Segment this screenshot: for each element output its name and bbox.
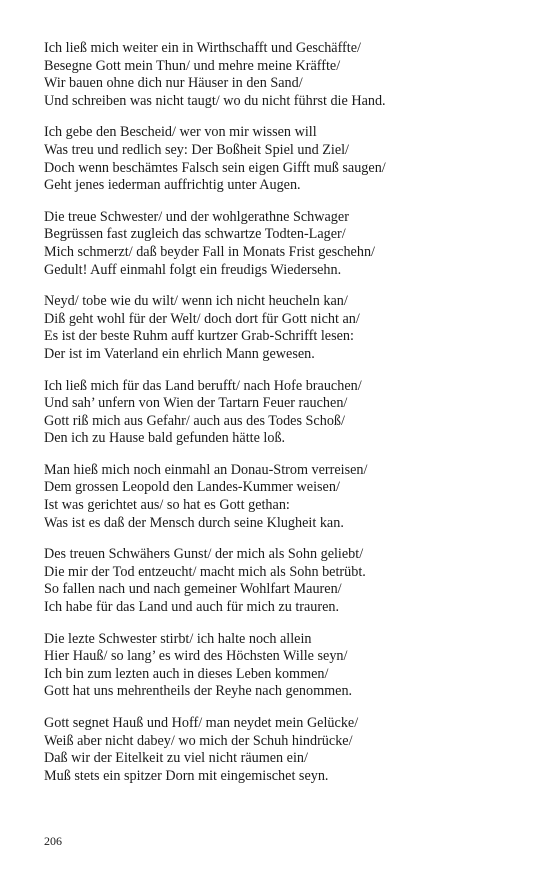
poem-line: Was ist es daß der Mensch durch seine Klugheit kan. (44, 514, 344, 531)
stanza-4 (44, 293, 514, 363)
poem-line: Muß stets ein spitzer Dorn mit eingemischet seyn. (44, 767, 329, 784)
stanza-1 (44, 40, 514, 110)
poem-line: Daß wir der Eitelkeit zu viel nicht räumen ein/ (44, 750, 308, 767)
poem-line: So fallen nach und nach gemeiner Wohlfart Mauren/ (44, 581, 342, 598)
poem-line: Der ist im Vaterland ein ehrlich Mann gewesen. (44, 345, 315, 362)
poem-line: Wir bauen ohne dich nur Häuser in den Sand/ (44, 75, 303, 92)
poem-line: Ich ließ mich weiter ein in Wirthschafft und Geschäffte/ (44, 40, 361, 56)
poem-line: Doch wenn beschämtes Falsch sein eigen Gifft muß saugen/ (44, 159, 386, 176)
poem-line: Diß geht wohl für der Welt/ doch dort für Gott nicht an/ (44, 310, 360, 327)
poem-line: Und sah’ unfern von Wien der Tartarn Feuer rauchen/ (44, 395, 348, 412)
poem-line: Gedult! Auff einmahl folgt ein freudigs Wiedersehn. (44, 261, 342, 278)
stanza-2 (44, 124, 514, 194)
poem-line: Es ist der beste Ruhm auff kurtzer Grab-Schrifft lesen: (44, 328, 354, 345)
poem-line: Und schreiben was nicht taugt/ wo du nicht führst die Hand. (44, 92, 386, 109)
stanza-3 (44, 209, 514, 279)
poem-line: Geht jenes iederman auffrichtig unter Augen. (44, 177, 301, 194)
poem-line: Den ich zu Hause bald gefunden hätte loß. (44, 430, 286, 447)
poem-line: Die treue Schwester/ und der wohlgerathne Schwager (44, 208, 349, 225)
poem-line: Gott riß mich aus Gefahr/ auch aus des Todes Schoß/ (44, 412, 345, 429)
poem-line: Was treu und redlich sey: Der Boßheit Spiel und Ziel/ (44, 141, 350, 158)
poem-line: Des treuen Schwähers Gunst/ der mich als Sohn geliebt/ (44, 546, 364, 563)
poem-line: Mich schmerzt/ daß beyder Fall in Monats Frist geschehn/ (44, 243, 375, 260)
page-number: 206 (44, 834, 62, 848)
poem-line: Die mir der Tod entzeucht/ macht mich als Sohn betrübt. (44, 563, 366, 580)
poem-line: Weiß aber nicht dabey/ wo mich der Schuh hindrücke/ (44, 732, 353, 749)
poem-line: Begrüssen fast zugleich das schwartze Todten-Lager/ (44, 226, 346, 243)
poem-line: Ich habe für das Land und auch für mich zu trauren. (44, 599, 340, 616)
poem-body (44, 40, 514, 799)
poem-line: Ich bin zum lezten auch in dieses Leben kommen/ (44, 665, 329, 682)
stanza-7 (44, 546, 514, 616)
poem-line: Die lezte Schwester stirbt/ ich halte noch allein (44, 630, 312, 647)
stanza-5 (44, 378, 514, 448)
poem-line: Ich gebe den Bescheid/ wer von mir wissen will (44, 124, 317, 141)
poem-line: Ich ließ mich für das Land berufft/ nach Hofe brauchen/ (44, 377, 362, 394)
poem-line: Besegne Gott mein Thun/ und mehre meine Kräffte/ (44, 57, 341, 74)
poem-line: Ist was gerichtet aus/ so hat es Gott gethan: (44, 497, 290, 514)
poem-line: Neyd/ tobe wie du wilt/ wenn ich nicht heucheln kan/ (44, 293, 348, 310)
poem-line: Gott segnet Hauß und Hoff/ man neydet mein Gelücke/ (44, 715, 359, 731)
poem-line: Man hieß mich noch einmahl an Donau-Strom verreisen/ (44, 461, 368, 478)
poem-line: Dem grossen Leopold den Landes-Kummer weisen/ (44, 479, 340, 496)
stanza-9 (44, 715, 514, 785)
stanza-6 (44, 462, 514, 532)
stanza-8 (44, 631, 514, 701)
poem-line: Hier Hauß/ so lang’ es wird des Höchsten Wille seyn/ (44, 648, 348, 665)
poem-line: Gott hat uns mehrentheils der Reyhe nach genommen. (44, 683, 353, 700)
